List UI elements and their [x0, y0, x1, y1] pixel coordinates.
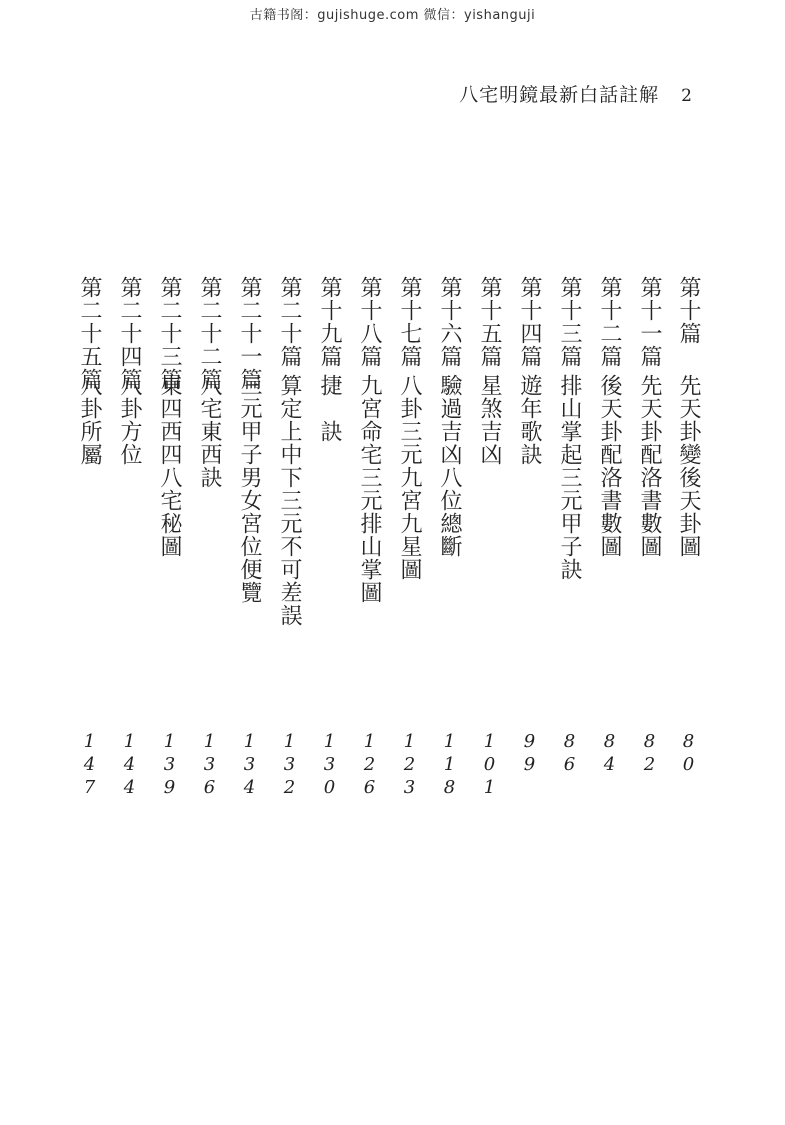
toc-page: 132	[279, 731, 300, 800]
book-title: 八宅明鏡最新白話註解	[459, 84, 660, 106]
toc-title: 八宅東西訣	[197, 374, 222, 489]
toc-entry	[474, 276, 504, 806]
toc-title: 先天卦配洛書數圖	[637, 374, 662, 558]
toc-title: 三元甲子男女宮位便覽	[237, 374, 262, 604]
watermark-text: 古籍书阁：gujishuge.com 微信：yishanguji	[249, 8, 536, 23]
toc-page: 86	[559, 731, 580, 777]
toc-chapter: 第二十一篇	[237, 276, 262, 391]
toc-title: 東四西四八宅秘圖	[157, 374, 182, 558]
toc-page: 84	[599, 731, 620, 777]
toc-title: 驗過吉凶八位總斷	[437, 374, 462, 558]
toc-chapter: 第十篇	[676, 276, 701, 345]
toc-title: 捷 訣	[317, 374, 342, 443]
toc-entry	[154, 276, 184, 806]
toc-entry	[554, 276, 584, 806]
toc-entry	[234, 276, 264, 806]
toc-title: 九宮命宅三元排山掌圖	[357, 374, 382, 604]
toc-entry	[514, 276, 544, 806]
toc-title: 先天卦變後天卦圖	[676, 374, 701, 558]
page-number: 2	[681, 86, 693, 106]
toc-entry	[434, 276, 464, 806]
toc-page: 147	[79, 731, 100, 800]
toc-entry	[314, 276, 344, 806]
toc-page: 123	[399, 731, 420, 800]
toc-entry	[354, 276, 384, 806]
toc-title: 排山掌起三元甲子訣	[557, 374, 582, 581]
toc-chapter: 第二十五篇	[77, 276, 102, 391]
toc-entry	[274, 276, 304, 806]
toc-chapter: 第十五篇	[477, 276, 502, 368]
toc-chapter: 第二十三篇	[157, 276, 182, 391]
toc-chapter: 第十四篇	[517, 276, 542, 368]
toc-entry	[594, 276, 624, 806]
toc-page: 118	[439, 731, 460, 800]
toc-page: 101	[479, 731, 500, 800]
toc-entry	[194, 276, 224, 806]
toc-title: 遊年歌訣	[517, 374, 542, 466]
toc-page: 126	[359, 731, 380, 800]
toc-chapter: 第二十四篇	[117, 276, 142, 391]
toc-entry	[634, 276, 664, 806]
toc-page: 144	[119, 731, 140, 800]
toc-chapter: 第二十二篇	[197, 276, 222, 391]
toc-chapter: 第十一篇	[637, 276, 662, 368]
toc-page: 136	[199, 731, 220, 800]
toc-entry	[114, 276, 144, 806]
toc-chapter: 第十七篇	[397, 276, 422, 368]
toc-title: 八卦所屬	[77, 374, 102, 466]
toc-title: 後天卦配洛書數圖	[597, 374, 622, 558]
toc-title: 星煞吉凶	[477, 374, 502, 466]
toc-page: 134	[239, 731, 260, 800]
toc-entry	[74, 276, 104, 806]
toc-page: 82	[639, 731, 660, 777]
toc-title: 八卦三元九宮九星圖	[397, 374, 422, 581]
toc-title: 八卦方位	[117, 374, 142, 466]
toc-chapter: 第二十篇	[277, 276, 302, 368]
toc-chapter: 第十三篇	[557, 276, 582, 368]
toc-entry	[394, 276, 424, 806]
toc-chapter: 第十九篇	[317, 276, 342, 368]
toc-page: 80	[678, 731, 699, 777]
toc-page: 139	[159, 731, 180, 800]
toc-entry	[673, 276, 703, 806]
toc-title: 算定上中下三元不可差誤	[277, 374, 302, 627]
toc-chapter: 第十六篇	[437, 276, 462, 368]
toc-chapter: 第十二篇	[597, 276, 622, 368]
toc-page: 99	[519, 731, 540, 777]
toc-chapter: 第十八篇	[357, 276, 382, 368]
toc-page: 130	[319, 731, 340, 800]
